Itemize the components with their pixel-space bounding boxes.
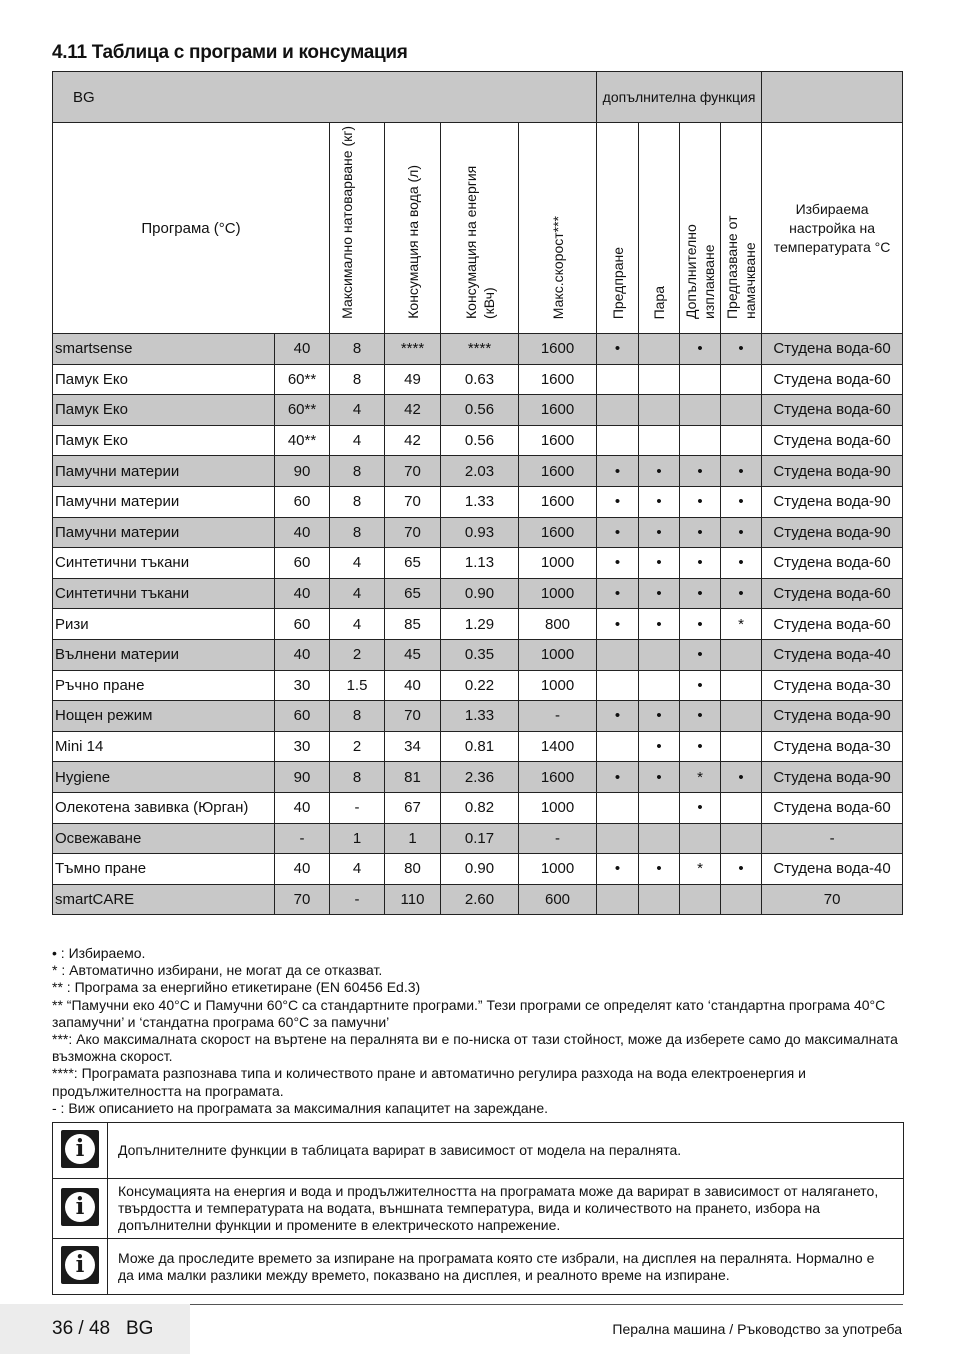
prewash-cell: • [597,456,639,487]
prewash-cell [597,425,639,456]
extra-rinse-cell [680,425,721,456]
temp-setting-cell: Студена вода-60 [762,334,903,365]
water-cell: **** [385,334,441,365]
extra-rinse-cell: • [680,578,721,609]
steam-cell [639,425,680,456]
max-speed-cell: 1600 [519,334,597,365]
temp-setting-cell: Студена вода-60 [762,425,903,456]
anti-crease-cell: • [721,517,762,548]
table-row [53,731,903,762]
program-temp-cell: 60** [275,395,330,426]
temp-setting-cell: Студена вода-40 [762,854,903,885]
max-load-cell: 2 [330,731,385,762]
max-load-cell: 4 [330,395,385,426]
extra-rinse-cell: * [680,854,721,885]
temp-setting-cell: Студена вода-60 [762,792,903,823]
extra-rinse-cell [680,364,721,395]
program-name-cell: Синтетични тъкани [53,548,275,579]
water-cell: 81 [385,762,441,793]
extra-rinse-cell: • [680,609,721,640]
extra-rinse-cell: • [680,670,721,701]
table-row [53,456,903,487]
steam-cell [639,792,680,823]
steam-cell [639,395,680,426]
program-temp-cell: 90 [275,762,330,793]
col-prewash [597,123,639,334]
steam-cell [639,334,680,365]
footnote: ****: Програмата разпознава типа и количеството пране и автоматично регулира разхода на вода електроенергия и продължителността на програмата. [52,1065,806,1099]
steam-cell: • [639,578,680,609]
steam-cell: • [639,456,680,487]
energy-cell: **** [441,334,519,365]
col-program: Програма (°C) [53,123,330,334]
extra-rinse-cell [680,884,721,915]
footnote: ***: Ако максималната скорост на въртене на пералнята ви е по-ниска от тази стойност, може да изберете само до максималната възможна скорост. [52,1031,898,1065]
table-row [53,334,903,365]
max-speed-cell: 1400 [519,731,597,762]
anti-crease-cell [721,823,762,854]
table-row [53,486,903,517]
table-row [53,548,903,579]
temp-setting-cell: Студена вода-90 [762,456,903,487]
program-temp-cell: 40 [275,517,330,548]
col-speed-label: Макс.скорост*** [549,215,566,319]
col-temp: Избираема настройка на температурата °C [762,123,903,334]
prewash-cell [597,639,639,670]
extra-rinse-cell: • [680,792,721,823]
program-name-cell: Памучни материи [53,517,275,548]
footnote: • : Избираемо. [52,945,146,961]
max-load-cell: 1.5 [330,670,385,701]
energy-cell: 2.60 [441,884,519,915]
info-icon: i [61,1188,99,1226]
temp-setting-cell: Студена вода-30 [762,670,903,701]
temp-setting-cell: Студена вода-90 [762,762,903,793]
footnote: ** : Програма за енергийно етикетиране (EN 60456 Ed.3) [52,979,421,996]
temp-setting-cell: Студена вода-90 [762,701,903,732]
anti-crease-cell [721,670,762,701]
program-temp-cell: 40 [275,639,330,670]
anti-crease-cell: * [721,609,762,640]
steam-cell [639,639,680,670]
energy-cell: 0.63 [441,364,519,395]
steam-cell [639,884,680,915]
temp-setting-cell: Студена вода-30 [762,731,903,762]
max-load-cell: - [330,792,385,823]
program-name-cell: Вълнени материи [53,639,275,670]
max-speed-cell: 1000 [519,854,597,885]
anti-crease-cell [721,884,762,915]
water-cell: 40 [385,670,441,701]
max-speed-cell: 1000 [519,639,597,670]
temp-setting-cell: Студена вода-90 [762,517,903,548]
energy-cell: 0.17 [441,823,519,854]
table-row [53,364,903,395]
anti-crease-cell [721,639,762,670]
program-rows [53,334,903,915]
program-temp-cell: 30 [275,731,330,762]
col-anti-crease [721,123,762,334]
program-temp-cell: 60 [275,486,330,517]
energy-cell: 1.29 [441,609,519,640]
anti-crease-cell: • [721,486,762,517]
energy-cell: 0.93 [441,517,519,548]
table-row [53,884,903,915]
max-load-cell: 4 [330,609,385,640]
temp-setting-cell: Студена вода-60 [762,548,903,579]
energy-cell: 0.82 [441,792,519,823]
steam-cell [639,670,680,701]
max-speed-cell: 600 [519,884,597,915]
anti-crease-cell [721,792,762,823]
program-name-cell: Памук Еко [53,364,275,395]
extra-rinse-cell: • [680,517,721,548]
steam-cell: • [639,701,680,732]
max-load-cell: 4 [330,854,385,885]
program-temp-cell: 60 [275,701,330,732]
temp-setting-cell: Студена вода-60 [762,578,903,609]
program-name-cell: Олекотена завивка (Юрган) [53,792,275,823]
col-steam-label: Пара [651,285,668,319]
info-note-text: Консумацията на енергия и вода и продължителността на програмата може да варират в зависимост от налягането, твърдостта и температурата на водата, външната температура, вида и количеството на прането, избора на допълнителни функции и промените в електрическото напрежение. [108,1179,904,1239]
footer-divider [190,1304,903,1305]
steam-cell: • [639,854,680,885]
table-row [53,762,903,793]
program-temp-cell: 40 [275,334,330,365]
max-load-cell: 8 [330,364,385,395]
info-note-text: Може да проследите времето за изпиране на програмата която сте избрали, на дисплея на пералнята. Нормално е да има малки разлики между времето, показвано на дисплея, и реалното време на изпиране. [108,1239,904,1295]
prewash-cell [597,823,639,854]
energy-cell: 0.81 [441,731,519,762]
energy-cell: 0.56 [441,425,519,456]
footnote: ** “Памучни еко 40°C и Памучни 60°C са стандартните програми.” Тези програми се определят като ‘стандартна програма 40°C запамучни’ и ‘стандатна програма 60°C за памучни’ [52,996,886,1030]
temp-setting-cell: Студена вода-90 [762,486,903,517]
prewash-cell [597,670,639,701]
energy-cell: 0.90 [441,854,519,885]
energy-cell: 1.13 [441,548,519,579]
info-icon-cell [53,1179,108,1239]
max-load-cell: 2 [330,639,385,670]
program-temp-cell: 40 [275,854,330,885]
page-number [52,1318,153,1340]
max-speed-cell: 1600 [519,364,597,395]
max-speed-cell: 1600 [519,456,597,487]
prewash-cell: • [597,517,639,548]
region-label: BG [53,72,597,123]
water-cell: 1 [385,823,441,854]
max-speed-cell: 1600 [519,486,597,517]
table-row [53,639,903,670]
table-row [53,823,903,854]
anti-crease-cell: • [721,334,762,365]
col-steam [639,123,680,334]
energy-cell: 2.03 [441,456,519,487]
prewash-cell: • [597,609,639,640]
steam-cell: • [639,731,680,762]
water-cell: 65 [385,548,441,579]
footnotes [52,945,902,1117]
temp-setting-cell: Студена вода-60 [762,364,903,395]
col-prewash-label: Предпране [609,246,626,319]
program-name-cell: smartsense [53,334,275,365]
max-load-cell: 8 [330,762,385,793]
max-speed-cell: 1600 [519,517,597,548]
temp-setting-cell: Студена вода-40 [762,639,903,670]
energy-cell: 0.35 [441,639,519,670]
program-name-cell: smartCARE [53,884,275,915]
extra-rinse-cell [680,395,721,426]
extra-rinse-cell [680,823,721,854]
max-load-cell: 4 [330,578,385,609]
prewash-cell [597,792,639,823]
temp-setting-cell: Студена вода-60 [762,609,903,640]
max-speed-cell: 1000 [519,670,597,701]
water-cell: 65 [385,578,441,609]
table-row [53,792,903,823]
max-speed-cell: 1000 [519,578,597,609]
water-cell: 70 [385,456,441,487]
anti-crease-cell [721,701,762,732]
extra-rinse-cell: • [680,456,721,487]
energy-cell: 0.56 [441,395,519,426]
max-speed-cell: 1600 [519,762,597,793]
program-name-cell: Памук Еко [53,395,275,426]
prewash-cell: • [597,578,639,609]
prewash-cell [597,364,639,395]
max-load-cell: 4 [330,548,385,579]
water-cell: 85 [385,609,441,640]
program-temp-cell: 60 [275,609,330,640]
prewash-cell: • [597,762,639,793]
energy-cell: 0.90 [441,578,519,609]
temp-setting-cell: Студена вода-60 [762,395,903,426]
steam-cell: • [639,762,680,793]
anti-crease-cell [721,395,762,426]
anti-crease-cell: • [721,578,762,609]
footnote: - : Виж описанието на програмата за максималния капацитет на зареждане. [52,1099,549,1116]
prewash-cell [597,395,639,426]
program-temp-cell: 60** [275,364,330,395]
max-load-cell: 8 [330,334,385,365]
table-row [53,670,903,701]
max-speed-cell: 1000 [519,792,597,823]
col-energy-label: Консумация на енергия (кВч) [462,165,497,319]
col-water-label: Консумация на вода (л) [404,165,421,319]
extra-rinse-cell: • [680,334,721,365]
max-speed-cell: 800 [519,609,597,640]
col-speed [519,123,597,334]
info-icon: i [61,1246,99,1284]
page-title: 4.11 Таблица с програми и консумация [52,42,408,63]
program-temp-cell: 90 [275,456,330,487]
anti-crease-cell: • [721,548,762,579]
col-max-load-label: Максимално натоварване (кг) [339,126,355,319]
water-cell: 42 [385,395,441,426]
energy-cell: 1.33 [441,486,519,517]
extra-rinse-cell: • [680,486,721,517]
anti-crease-cell [721,364,762,395]
prewash-cell: • [597,854,639,885]
anti-crease-cell: • [721,762,762,793]
prewash-cell: • [597,701,639,732]
extra-rinse-cell: * [680,762,721,793]
info-note-text: Допълнителните функции в таблицата варират в зависимост от модела на пералнята. [108,1123,904,1179]
document-title: Перална машина / Ръководство за употреба [612,1321,902,1337]
prewash-cell: • [597,548,639,579]
anti-crease-cell [721,425,762,456]
info-icon: i [61,1130,99,1168]
program-temp-cell: 40** [275,425,330,456]
program-temp-cell: 40 [275,578,330,609]
table-row [53,425,903,456]
max-speed-cell: 1600 [519,395,597,426]
max-load-cell: 4 [330,425,385,456]
prewash-cell: • [597,486,639,517]
steam-cell: • [639,486,680,517]
program-name-cell: Нощен режим [53,701,275,732]
water-cell: 70 [385,486,441,517]
water-cell: 80 [385,854,441,885]
steam-cell: • [639,548,680,579]
max-speed-cell: 1000 [519,548,597,579]
temp-setting-cell: - [762,823,903,854]
max-speed-cell: - [519,701,597,732]
water-cell: 70 [385,701,441,732]
table-row [53,578,903,609]
program-name-cell: Тъмно пране [53,854,275,885]
table-row [53,854,903,885]
program-name-cell: Hygiene [53,762,275,793]
energy-cell: 0.22 [441,670,519,701]
col-water [385,123,441,334]
max-load-cell: 8 [330,701,385,732]
water-cell: 70 [385,517,441,548]
table-row [53,701,903,732]
steam-cell [639,364,680,395]
water-cell: 67 [385,792,441,823]
info-icon-cell [53,1239,108,1295]
max-load-cell: - [330,884,385,915]
program-temp-cell: 70 [275,884,330,915]
water-cell: 34 [385,731,441,762]
temp-setting-cell: 70 [762,884,903,915]
table-row [53,395,903,426]
program-temp-cell: 40 [275,792,330,823]
energy-cell: 2.36 [441,762,519,793]
water-cell: 49 [385,364,441,395]
footnote: * : Автоматично избирани, не могат да се отказват. [52,962,383,979]
program-name-cell: Памучни материи [53,456,275,487]
info-notes [52,1122,904,1295]
info-icon-cell [53,1123,108,1179]
anti-crease-cell: • [721,854,762,885]
program-consumption-table [52,71,903,915]
prewash-cell [597,884,639,915]
empty-header-cell [762,72,903,123]
col-anti-crease-label: Предпазване от намачкване [724,215,759,319]
water-cell: 42 [385,425,441,456]
program-temp-cell: - [275,823,330,854]
table-row [53,517,903,548]
extra-rinse-cell: • [680,731,721,762]
program-temp-cell: 60 [275,548,330,579]
steam-cell: • [639,517,680,548]
program-temp-cell: 30 [275,670,330,701]
max-load-cell: 8 [330,517,385,548]
extra-rinse-cell: • [680,639,721,670]
prewash-cell: • [597,334,639,365]
program-name-cell: Синтетични тъкани [53,578,275,609]
table-row [53,609,903,640]
program-name-cell: Ризи [53,609,275,640]
water-cell: 110 [385,884,441,915]
program-name-cell: Памук Еко [53,425,275,456]
page-lang: BG [125,1318,154,1339]
energy-cell: 1.33 [441,701,519,732]
prewash-cell [597,731,639,762]
extra-rinse-cell: • [680,548,721,579]
anti-crease-cell: • [721,456,762,487]
extra-function-header: допълнителна функция [597,72,762,123]
col-max-load [330,123,385,334]
col-energy [441,123,519,334]
col-extra-rinse [680,123,721,334]
extra-rinse-cell: • [680,701,721,732]
max-load-cell: 8 [330,456,385,487]
max-load-cell: 8 [330,486,385,517]
program-name-cell: Ръчно пране [53,670,275,701]
max-load-cell: 1 [330,823,385,854]
steam-cell [639,823,680,854]
max-speed-cell: - [519,823,597,854]
water-cell: 45 [385,639,441,670]
program-name-cell: Памучни материи [53,486,275,517]
program-name-cell: Mini 14 [53,731,275,762]
max-speed-cell: 1600 [519,425,597,456]
program-name-cell: Освежаване [53,823,275,854]
col-extra-rinse-label: Допълнително изплакване [683,224,718,319]
steam-cell: • [639,609,680,640]
page-counter: 36 / 48 [52,1318,111,1339]
anti-crease-cell [721,731,762,762]
